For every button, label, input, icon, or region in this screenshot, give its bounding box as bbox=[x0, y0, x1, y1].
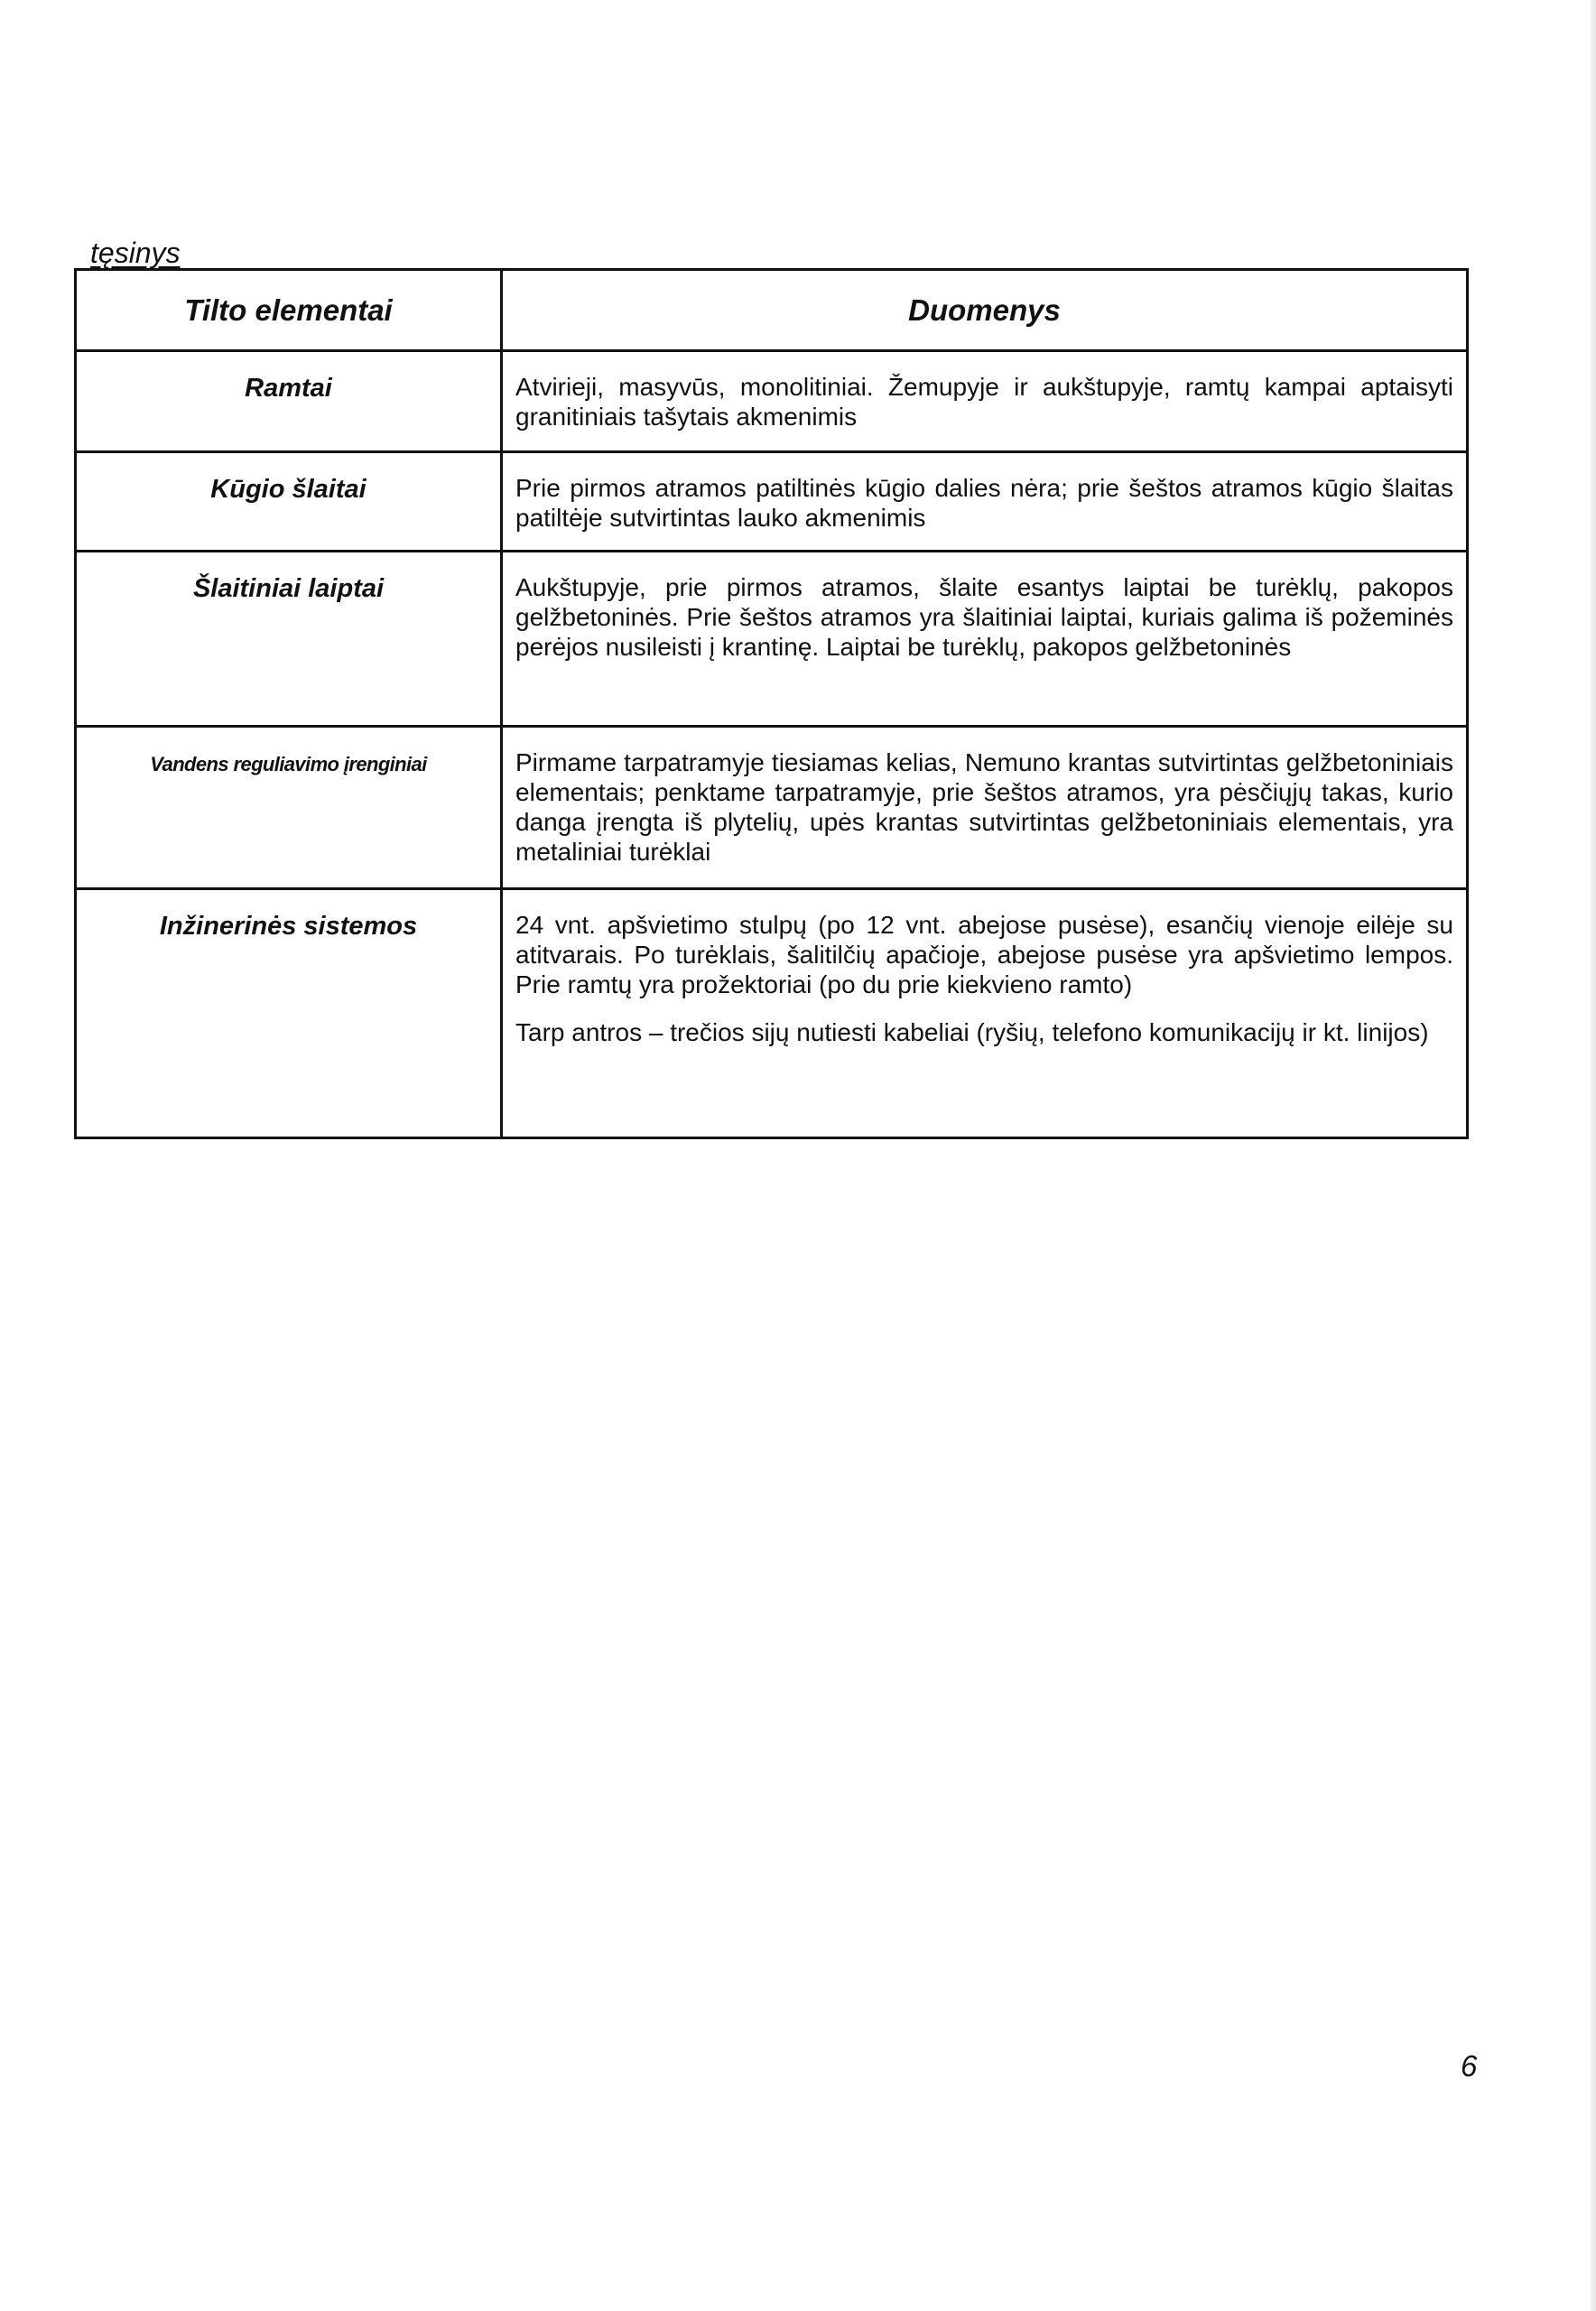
row-label-inzinerines-sistemos: Inžinerinės sistemos bbox=[76, 889, 502, 1138]
bridge-elements-table bbox=[74, 268, 1469, 1139]
row-data-paragraph: Atvirieji, masyvūs, monolitiniai. Žemupyje ir aukštupyje, ramtų kampai aptaisyti granitiniais tašytais akmenimis bbox=[515, 373, 1453, 431]
row-data-paragraph: 24 vnt. apšvietimo stulpų (po 12 vnt. abejose pusėse), esančių vienoje eilėje su atitvarais. Po turėklais, šalitilčių apačioje, abejose pusėse yra apšvietimo lempos. Prie ramtų yra prožektoriai (po du prie kiekvieno ramto) bbox=[515, 911, 1453, 998]
row-label-ramtai: Ramtai bbox=[76, 351, 502, 452]
row-data-inzinerines-sistemos bbox=[502, 889, 1468, 1138]
row-data-kugio-slaitai bbox=[502, 452, 1468, 552]
row-data-paragraph: Pirmame tarpatramyje tiesiamas kelias, Nemuno krantas sutvirtintas gelžbetoniniais elementais; penktame tarpatramyje, prie šeštos atramos, yra pėsčiųjų takas, kurio danga įrengta iš plytelių, upės krantas sutvirtintas gelžbetoniniais elementais, yra metaliniai turėklai bbox=[515, 748, 1453, 866]
table-row bbox=[76, 727, 1468, 889]
column-header-element: Tilto elementai bbox=[76, 270, 502, 351]
row-data-paragraph: Tarp antros – trečios sijų nutiesti kabeliai (ryšių, telefono komunikacijų ir kt. linijos) bbox=[515, 1018, 1429, 1046]
row-data-paragraph: Prie pirmos atramos patiltinės kūgio dalies nėra; prie šeštos atramos kūgio šlaitas patiltėje sutvirtintas lauko akmenimis bbox=[515, 474, 1453, 532]
table-header-row bbox=[76, 270, 1468, 351]
row-data-vandens-reguliavimo-irenginiai bbox=[502, 727, 1468, 889]
row-data-ramtai bbox=[502, 351, 1468, 452]
column-header-data: Duomenys bbox=[502, 270, 1468, 351]
page-edge bbox=[1591, 0, 1596, 2311]
table-row bbox=[76, 552, 1468, 727]
continued-label: tęsinys bbox=[90, 237, 181, 269]
row-data-paragraph: Aukštupyje, prie pirmos atramos, šlaite esantys laiptai be turėklų, pakopos gelžbetoninės. Prie šeštos atramos yra šlaitiniai laiptai, kuriais galima iš požeminės perėjos nusileisti į krantinę. Laiptai be turėklų, pakopos gelžbetoninės bbox=[515, 573, 1453, 661]
row-label-vandens-reguliavimo-irenginiai: Vandens reguliavimo įrenginiai bbox=[76, 727, 502, 889]
table-row bbox=[76, 889, 1468, 1138]
page-number: 6 bbox=[1461, 2049, 1478, 2083]
table-row bbox=[76, 351, 1468, 452]
table-row bbox=[76, 452, 1468, 552]
row-data-slaitiniai-laiptai bbox=[502, 552, 1468, 727]
row-label-kugio-slaitai: Kūgio šlaitai bbox=[76, 452, 502, 552]
row-label-slaitiniai-laiptai: Šlaitiniai laiptai bbox=[76, 552, 502, 727]
